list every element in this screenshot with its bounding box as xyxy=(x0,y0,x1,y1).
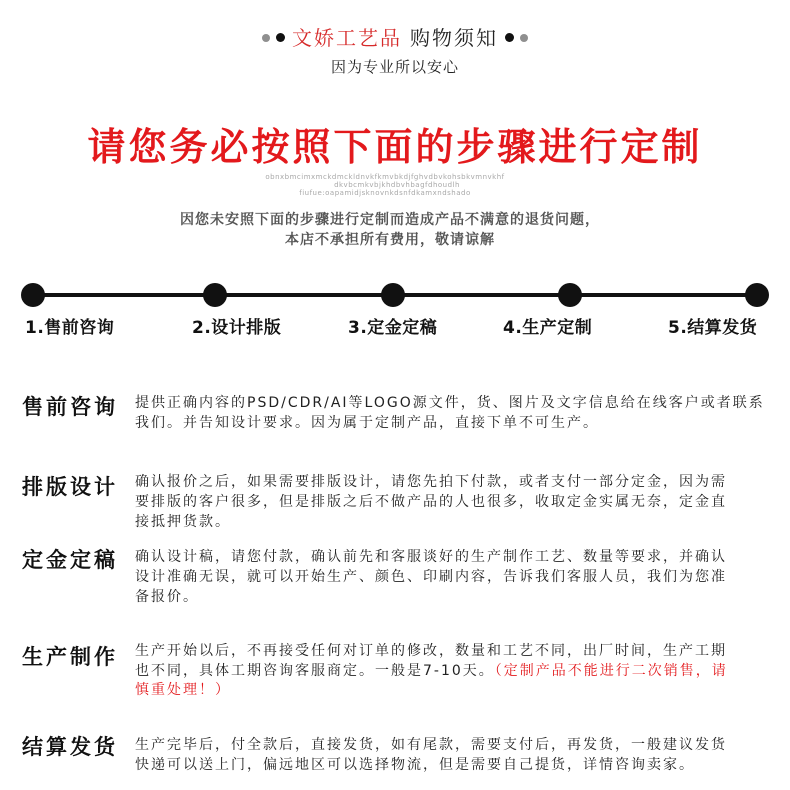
decor-dot-icon xyxy=(505,33,514,42)
brand-name: 文娇工艺品 xyxy=(292,26,402,50)
section-text-line: 提供正确内容的PSD/CDR/AI等LOGO源文件，货、图片及文字信息给在线客户或者联系 xyxy=(135,395,765,411)
section-text-line: 我们。并告知设计要求。因为属于定制产品，直接下单不可生产。 xyxy=(135,415,599,431)
step-label: 4.生产定制 xyxy=(503,318,593,338)
section-text-line: 生产完毕后，付全款后，直接发货，如有尾款，需要支付后，再发货，一般建议发货 xyxy=(135,737,727,753)
step-label: 5.结算发货 xyxy=(668,318,758,338)
step-label: 1.售前咨询 xyxy=(25,318,115,338)
section-text-line: 要排版的客户很多，但是排版之后不做产品的人也很多，收取定金实属无奈，定金直 xyxy=(135,494,727,510)
section-heading: 排版设计 xyxy=(22,475,118,499)
section-heading: 生产制作 xyxy=(22,645,118,669)
header xyxy=(0,25,790,51)
section-heading: 售前咨询 xyxy=(22,395,118,419)
fine-print-line: dkvbcmkvbjkhdbvhbagfdhoudlh xyxy=(334,181,460,189)
decor-dot-icon xyxy=(262,34,270,42)
timeline-dot xyxy=(203,283,227,307)
disclaimer-line: 本店不承担所有费用，敬请谅解 xyxy=(285,232,495,248)
section-text-line: 接抵押货款。 xyxy=(135,514,231,530)
step-label: 3.定金定稿 xyxy=(348,318,438,338)
disclaimer-line: 因您未安照下面的步骤进行定制而造成产品不满意的退货问题， xyxy=(180,212,600,228)
timeline-dot xyxy=(381,283,405,307)
section-text-line: 备报价。 xyxy=(135,589,199,605)
section-text-line: 确认报价之后，如果需要排版设计，请您先拍下付款，或者支付一部分定金，因为需 xyxy=(135,474,727,490)
timeline-dot xyxy=(745,283,769,307)
step-label: 2.设计排版 xyxy=(192,318,282,338)
section-text-line: 生产开始以后，不再接受任何对订单的修改，数量和工艺不同，出厂时间，生产工期 xyxy=(135,643,727,659)
decor-dot-icon xyxy=(520,34,528,42)
decor-dot-icon xyxy=(276,33,285,42)
section-text-line: 设计准确无误，就可以开始生产、颜色、印刷内容，告诉我们客服人员，我们为您准 xyxy=(135,569,727,585)
section-heading: 定金定稿 xyxy=(22,548,118,572)
section-heading: 结算发货 xyxy=(22,735,118,759)
timeline-dot xyxy=(21,283,45,307)
section-text-line: 快递可以送上门，偏远地区可以选择物流，但是需要自己提货，详情咨询卖家。 xyxy=(135,757,695,773)
timeline-dot xyxy=(558,283,582,307)
tagline: 因为专业所以安心 xyxy=(330,58,459,76)
section-text-segment: 也不同，具体工期咨询客服商定。一般是7-10天。 xyxy=(135,663,495,679)
section-text-line: 确认设计稿，请您付款，确认前先和客服谈好的生产制作工艺、数量等要求，并确认 xyxy=(135,549,727,565)
headline: 请您务必按照下面的步骤进行定制 xyxy=(87,125,703,169)
fine-print-line: fiufue:oapamidjsknovnkdsnfdkamxndshado xyxy=(299,189,471,197)
section-text-line xyxy=(135,661,728,681)
warning-text: （定制产品不能进行二次销售，请 xyxy=(494,663,728,679)
warning-text: 慎重处理！） xyxy=(135,682,231,698)
header-title: 购物须知 xyxy=(410,26,498,50)
fine-print-line: obnxbmcimxmckdmckldnvkfkmvbkdjfghvdbvkohsbkvmnvkhf xyxy=(265,173,505,181)
